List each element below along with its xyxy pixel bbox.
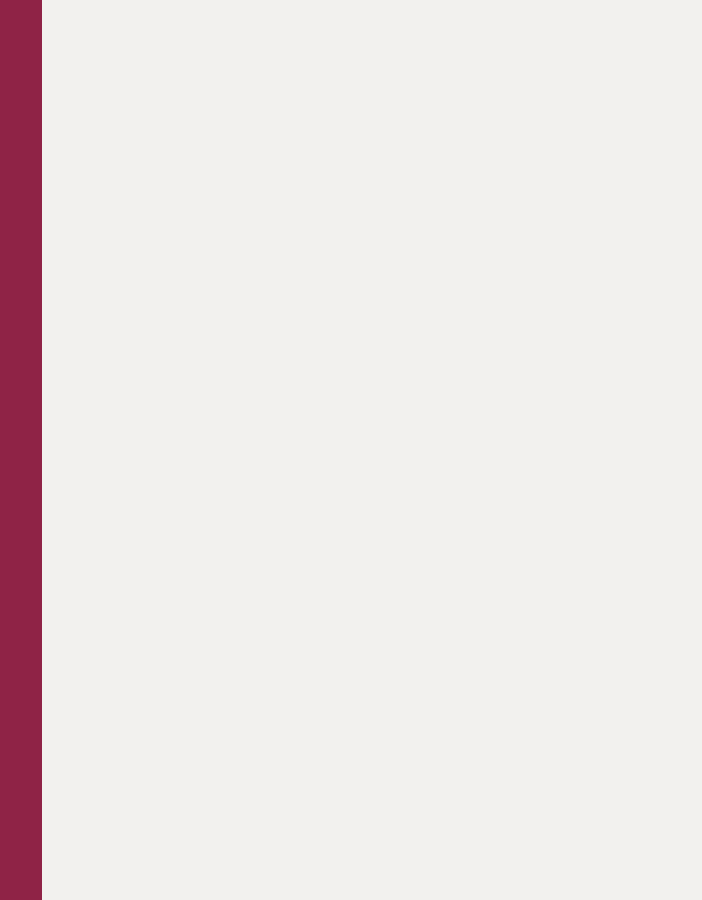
running-head — [202, 40, 206, 50]
page-header — [42, 40, 702, 54]
book-spine-bar — [0, 0, 42, 900]
page — [42, 0, 702, 900]
